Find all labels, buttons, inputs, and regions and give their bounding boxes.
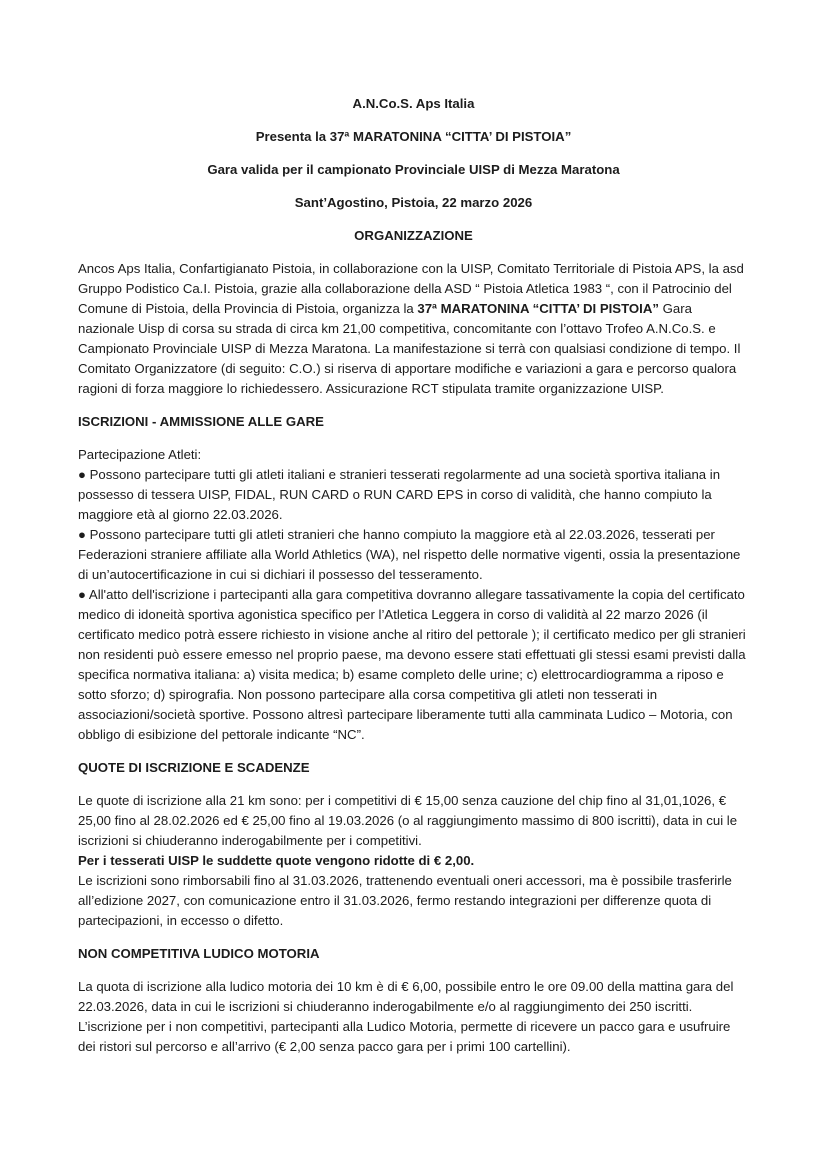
race-title-inline-bold: 37ª MARATONINA “CITTA’ DI PISTOIA” <box>417 301 659 316</box>
section-heading-quote: QUOTE DI ISCRIZIONE E SCADENZE <box>78 760 310 775</box>
organizzazione-paragraph <box>78 259 749 399</box>
section-heading-iscrizioni: ISCRIZIONI - AMMISSIONE ALLE GARE <box>78 414 324 429</box>
partecipazione-intro: Partecipazione Atleti: <box>78 447 202 462</box>
title-line-championship: Gara valida per il campionato Provinciale UISP di Mezza Maratona <box>207 162 620 177</box>
title-line-place-date: Sant’Agostino, Pistoia, 22 marzo 2026 <box>294 195 533 210</box>
quote-uisp-discount-line: Per i tesserati UISP le suddette quote vengono ridotte di € 2,00. <box>78 853 475 868</box>
quote-fees-text: Le quote di iscrizione alla 21 km sono: per i competitivi di € 15,00 senza cauzione del chip fino al 31,01,1026, € 25,00 fino al 28.02.2026 ed € 25,00 fino al 19.03.2026 (o al raggiungimento massimo di 800 iscritti), data in cui le iscrizioni si chiuderanno inderogabilmente per i competitivi. <box>78 793 738 848</box>
title-block <box>78 94 749 246</box>
section-heading-non-competitiva: NON COMPETITIVA LUDICO MOTORIA <box>78 946 320 961</box>
bullet-item-atleti-stranieri: ● Possono partecipare tutti gli atleti stranieri che hanno compiuto la maggiore età al 22.03.2026, tesserati per Federazioni straniere affiliate alla World Athletics (WA), nel rispetto delle normative vigenti, ossia la presentazione di un’autocertificazione in cui si dichiari il possesso del tesseramento. <box>78 527 741 582</box>
quote-refund-text: Le iscrizioni sono rimborsabili fino al 31.03.2026, trattenendo eventuali oneri accessori, ma è possibile trasferirle all’edizione 2027, con comunicazione entro il 31.03.2026, fermo restando integrazioni per differenze quota di partecipazioni, in eccesso o difetto. <box>78 873 732 928</box>
bullet-item-atleti-italiani: ● Possono partecipare tutti gli atleti italiani e stranieri tesserati regolarmente ad una società sportiva italiana in possesso di tessera UISP, FIDAL, RUN CARD o RUN CARD EPS in corso di validità, che hanno compiuto la maggiore età al giorno 22.03.2026. <box>78 467 721 522</box>
title-line-organization: A.N.Co.S. Aps Italia <box>352 96 475 111</box>
iscrizioni-paragraph <box>78 445 749 745</box>
quote-paragraph <box>78 791 749 931</box>
title-line-event: Presenta la 37ª MARATONINA “CITTA’ DI PISTOIA” <box>255 129 572 144</box>
organizzazione-text-pre: Ancos Aps Italia, Confartigianato Pistoia, in collaborazione con la UISP, Comitato Territoriale di Pistoia APS, la asd Gruppo Podistico Ca.I. Pistoia, grazie alla collaborazione della ASD “ Pistoia Atletica 1983 “, con il Patrocinio del Comune di Pistoia, della Provincia di Pistoia, organizza la <box>78 261 744 316</box>
non-competitiva-paragraph: La quota di iscrizione alla ludico motoria dei 10 km è di € 6,00, possibile entro le ore 09.00 della mattina gara del 22.03.2026, data in cui le iscrizioni si chiuderanno inderogabilmente e/o al raggiungimento dei 250 iscritti. L’iscrizione per i non competitivi, partecipanti alla Ludico Motoria, permette di ricevere un pacco gara e usufruire dei ristori sul percorso e all’arrivo (€ 2,00 senza pacco gara per i primi 100 cartellini). <box>78 979 734 1054</box>
section-heading-organizzazione: ORGANIZZAZIONE <box>354 228 473 243</box>
bullet-item-certificato-medico: ● All'atto dell'iscrizione i partecipanti alla gara competitiva dovranno allegare tassativamente la copia del certificato medico di idoneità sportiva agonistica specifico per l’Atletica Leggera in corso di validità al 22 marzo 2026 (il certificato medico potrà essere richiesto in visione anche al ritiro del pettorale ); il certificato medico per gli stranieri non residenti può essere emesso nel proprio paese, ma devono essere stati effettuati gli stessi esami previsti dalla specifica normativa italiana: a) visita medica; b) esame completo delle urine; c) elettrocardiogramma a riposo e sotto sforzo; d) spirografia. Non possono partecipare alla corsa competitiva gli atleti non tesserati in associazioni/società sportive. Possono altresì partecipare liberamente tutti alla camminata Ludico – Motoria, con obbligo di esibizione del pettorale indicante “NC”. <box>78 587 746 742</box>
organizzazione-text-post: Gara nazionale Uisp di corsa su strada di circa km 21,00 competitiva, concomitante con l’ottavo Trofeo A.N.Co.S. e Campionato Provinciale UISP di Mezza Maratona. La manifestazione si terrà con qualsiasi condizione di tempo. Il Comitato Organizzatore (di seguito: C.O.) si riserva di apportare modifiche e variazioni a gara e percorso qualora ragioni di forza maggiore lo richiedessero. Assicurazione RCT stipulata tramite organizzazione UISP. <box>78 301 741 396</box>
